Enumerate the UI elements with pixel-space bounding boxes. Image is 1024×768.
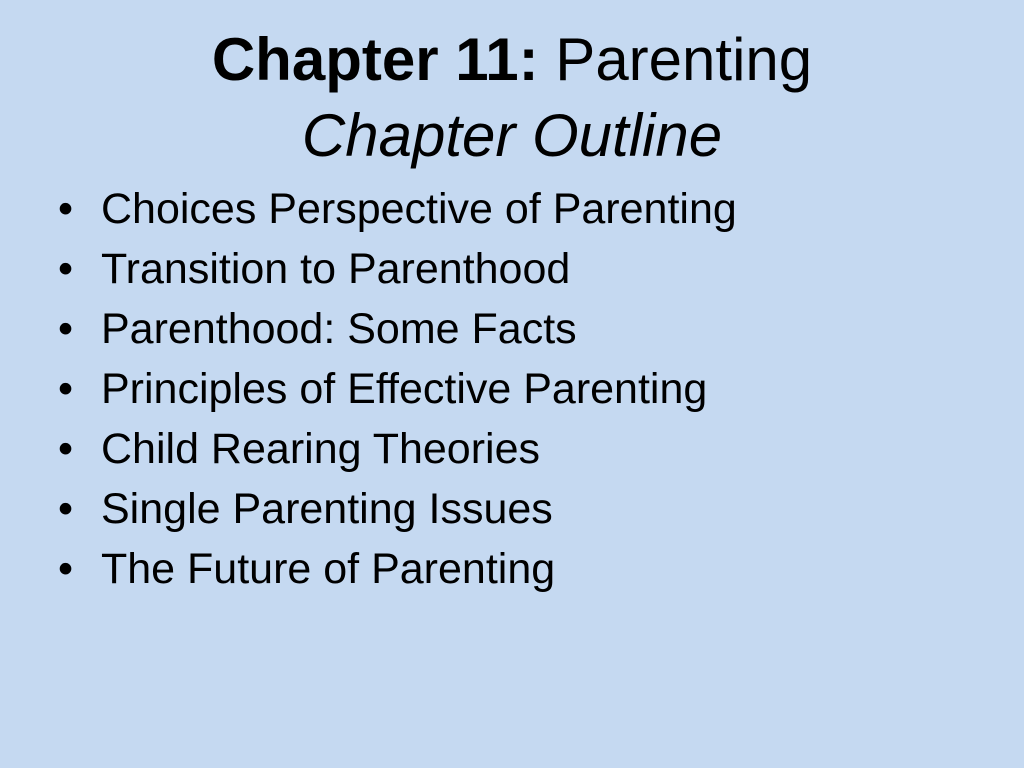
bullet-icon: • bbox=[58, 485, 74, 533]
list-item-text: Principles of Effective Parenting bbox=[101, 365, 708, 413]
bullet-icon: • bbox=[58, 545, 74, 593]
bullet-icon: • bbox=[58, 305, 74, 353]
bullet-icon: • bbox=[58, 365, 74, 413]
title-line bbox=[0, 22, 1024, 98]
outline-list bbox=[58, 179, 737, 599]
list-item bbox=[58, 419, 737, 479]
list-item bbox=[58, 479, 737, 539]
bullet-icon: • bbox=[58, 425, 74, 473]
bullet-icon: • bbox=[58, 245, 74, 293]
list-item-text: Single Parenting Issues bbox=[101, 485, 553, 533]
slide-title bbox=[0, 22, 1024, 174]
list-item-text: Parenthood: Some Facts bbox=[101, 305, 577, 353]
bullet-icon: • bbox=[58, 185, 74, 233]
list-item bbox=[58, 239, 737, 299]
list-item-text: The Future of Parenting bbox=[101, 545, 556, 593]
list-item-text: Child Rearing Theories bbox=[101, 425, 540, 473]
list-item bbox=[58, 179, 737, 239]
title-topic: Parenting bbox=[538, 26, 813, 93]
list-item bbox=[58, 299, 737, 359]
list-item-text: Transition to Parenthood bbox=[101, 245, 571, 293]
list-item bbox=[58, 539, 737, 599]
title-chapter-number: Chapter 11: bbox=[211, 26, 539, 93]
list-item bbox=[58, 359, 737, 419]
slide-subtitle: Chapter Outline bbox=[301, 102, 723, 169]
list-item-text: Choices Perspective of Parenting bbox=[101, 185, 737, 233]
